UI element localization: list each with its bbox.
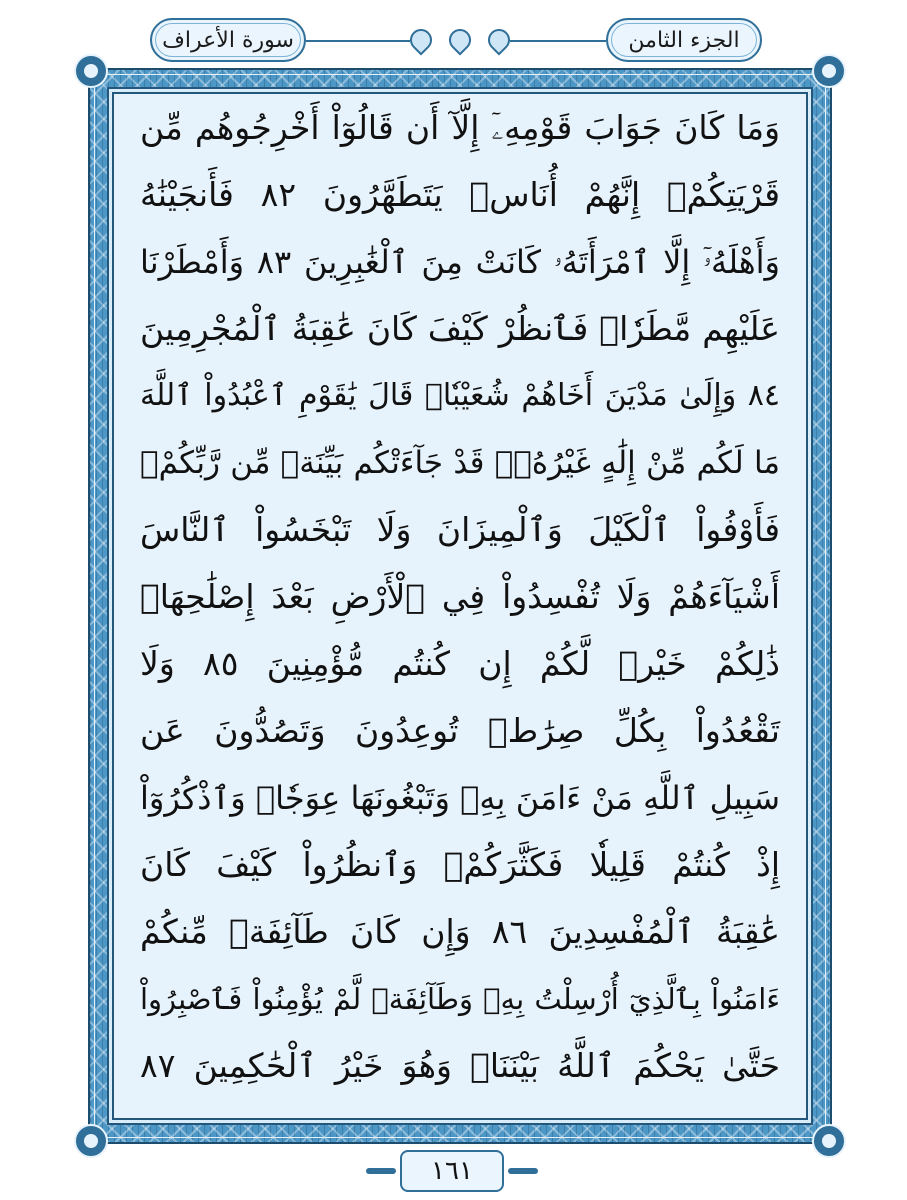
text-line: أَشْيَآءَهُمْ وَلَا تُفْسِدُواْ فِي ٱلْأَرْضِ بَعْدَ إِصْلَٰحِهَاۚ: [140, 577, 780, 616]
header-divider: [510, 40, 606, 42]
fleuron-icon: [405, 24, 436, 55]
text-line: وَمَا كَانَ جَوَابَ قَوْمِهِۦٓ إِلَّآ أَن قَالُوٓاْ أَخْرِجُوهُم مِّن: [140, 108, 780, 147]
header-ornament: [410, 22, 510, 58]
text-line: تَقْعُدُواْ بِكُلِّ صِرَٰطٖ تُوعِدُونَ وَتَصُدُّونَ عَن: [140, 711, 780, 750]
text-line: عَٰقِبَةُ ٱلْمُفْسِدِينَ ٨٦ وَإِن كَانَ طَآئِفَةٞ مِّنكُمْ: [140, 912, 781, 951]
footer-ornament: [508, 1168, 538, 1174]
surah-name: سورة الأعراف: [150, 18, 306, 62]
fleuron-icon: [444, 24, 475, 55]
text-line: إِذْ كُنتُمْ قَلِيلٗا فَكَثَّرَكُمْۖ وَٱنظُرُواْ كَيْفَ كَانَ: [140, 845, 780, 884]
juz-name: الجزء الثامن: [606, 18, 762, 62]
text-line: ذَٰلِكُمْ خَيْرٞ لَّكُمْ إِن كُنتُم مُّؤْمِنِينَ ٨٥ وَلَا: [140, 644, 780, 683]
text-line: سَبِيلِ ٱللَّهِ مَنْ ءَامَنَ بِهِۦ وَتَبْغُونَهَا عِوَجٗاۚ وَٱذْكُرُوٓاْ: [140, 779, 780, 817]
text-line: عَلَيْهِم مَّطَرٗاۖ فَٱنظُرْ كَيْفَ كَانَ عَٰقِبَةُ ٱلْمُجْرِمِينَ: [140, 309, 780, 348]
corner-ornament-icon: [74, 54, 108, 88]
footer-ornament: [366, 1168, 396, 1174]
page-text: [140, 94, 780, 1098]
text-line: ٨٤ وَإِلَىٰ مَدْيَنَ أَخَاهُمْ شُعَيْبٗاۚ قَالَ يَٰقَوْمِ ٱعْبُدُواْ ٱللَّهَ: [140, 378, 780, 413]
fleuron-icon: [483, 24, 514, 55]
corner-ornament-icon: [812, 1124, 846, 1158]
text-line: مَا لَكُم مِّنْ إِلَٰهٍ غَيْرُهُۥۖ قَدْ جَآءَتْكُم بَيِّنَةٞ مِّن رَّبِّكُمْۖ: [140, 445, 780, 481]
text-line: حَتَّىٰ يَحْكُمَ ٱللَّهُ بَيْنَنَاۚ وَهُوَ خَيْرُ ٱلْحَٰكِمِينَ ٨٧: [140, 1046, 780, 1085]
text-line: قَرْيَتِكُمْۖ إِنَّهُمْ أُنَاسٞ يَتَطَهَّرُونَ ٨٢ فَأَنجَيْنَٰهُ: [140, 175, 780, 214]
text-line: ءَامَنُواْ بِٱلَّذِيٓ أُرْسِلْتُ بِهِۦ وَطَآئِفَةٞ لَّمْ يُؤْمِنُواْ فَٱصْبِرُواْ: [140, 982, 780, 1016]
corner-ornament-icon: [812, 54, 846, 88]
corner-ornament-icon: [74, 1124, 108, 1158]
text-line: فَأَوْفُواْ ٱلْكَيْلَ وَٱلْمِيزَانَ وَلَا تَبْخَسُواْ ٱلنَّاسَ: [140, 510, 780, 549]
text-line: وَأَهْلَهُۥٓ إِلَّا ٱمْرَأَتَهُۥ كَانَتْ مِنَ ٱلْغَٰبِرِينَ ٨٣ وَأَمْطَرْنَا: [140, 243, 781, 281]
page-number: ١٦١: [400, 1150, 504, 1192]
header-divider: [306, 40, 410, 42]
